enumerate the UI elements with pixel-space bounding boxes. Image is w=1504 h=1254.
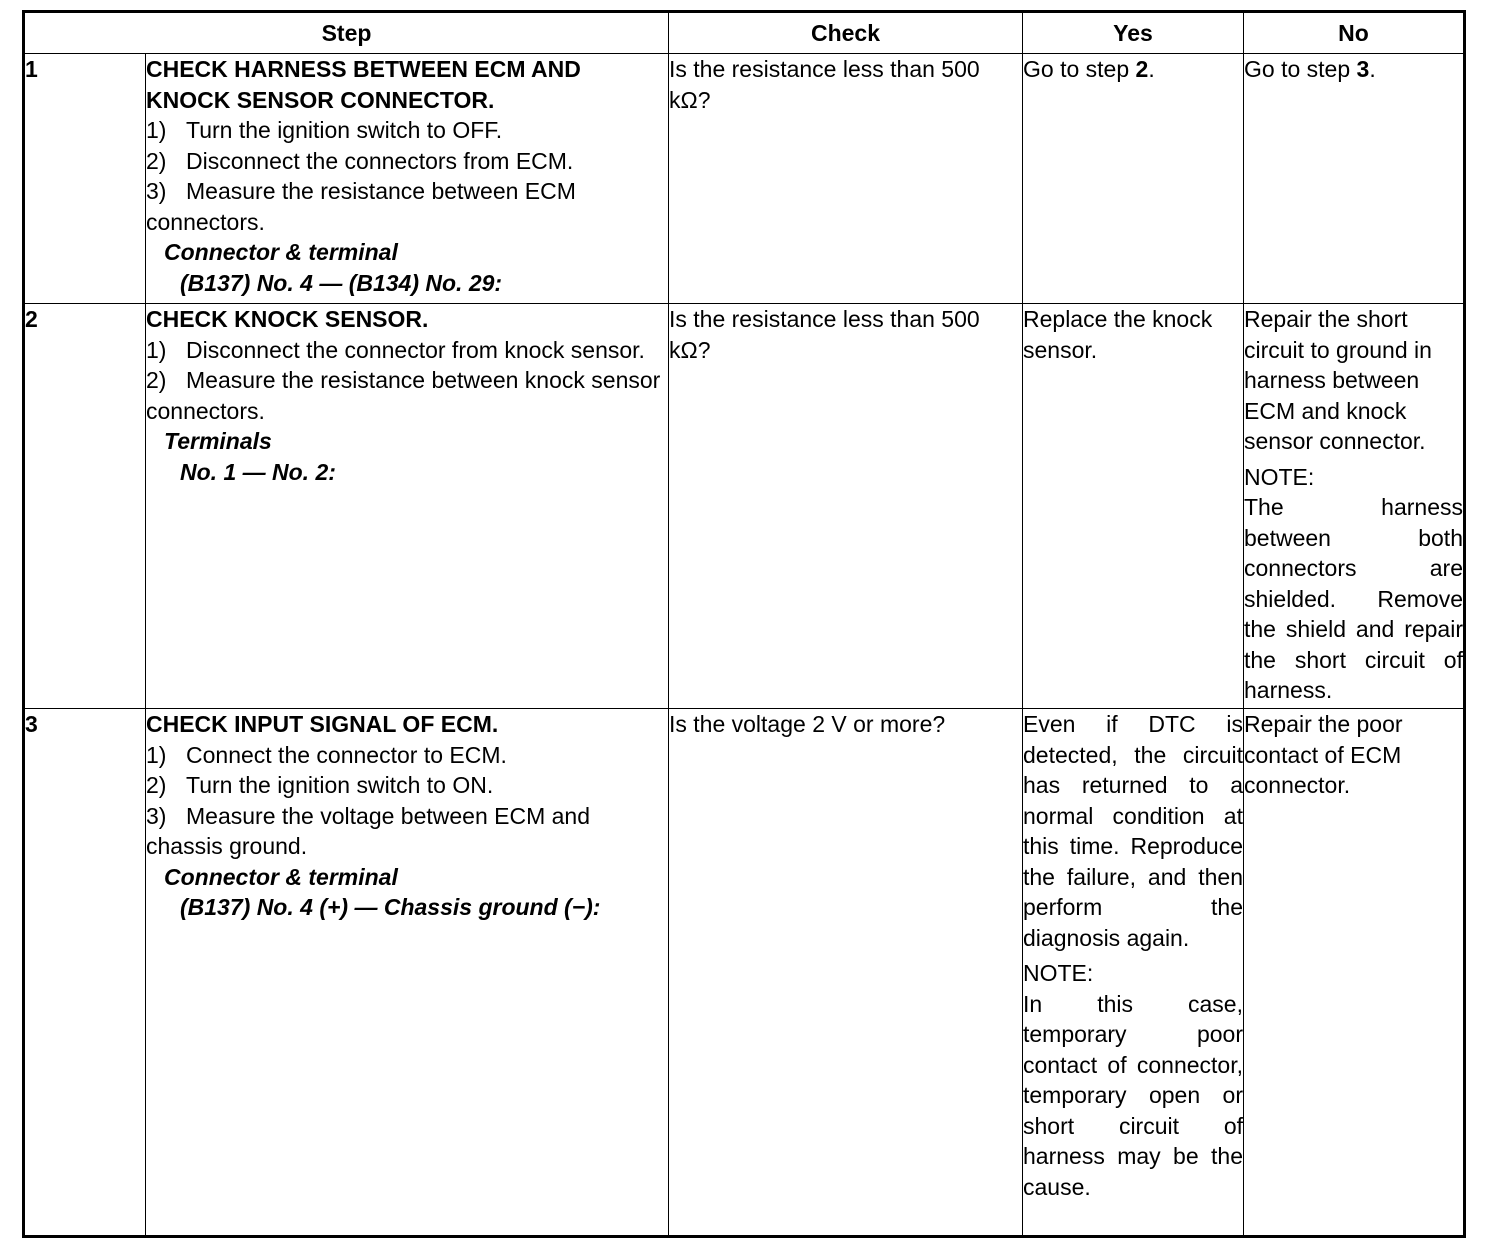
header-no: No <box>1244 12 1465 54</box>
diagnostic-table <box>22 10 1466 1238</box>
spec-label: Terminals <box>164 428 272 454</box>
step-title: CHECK KNOCK SENSOR. <box>146 306 429 332</box>
step-title: CHECK HARNESS BETWEEN ECM AND KNOCK SENSOR CONNECTOR. <box>146 56 581 113</box>
yes-text: Even if DTC is detected, the circuit has returned to a normal condition at this time. Reproduce the failure, and then perform the diagnosis again. <box>1023 711 1243 951</box>
step-ref: 2 <box>1135 56 1149 82</box>
substep: 2) Turn the ignition switch to ON. <box>146 772 494 798</box>
table-row <box>24 709 1465 1237</box>
step-number: 1 <box>24 54 146 304</box>
step-number: 2 <box>24 304 146 709</box>
check-cell: Is the resistance less than 500 kΩ? <box>669 304 1023 709</box>
step-description <box>146 709 669 1237</box>
table-row <box>24 304 1465 709</box>
substep: 1) Connect the connector to ECM. <box>146 741 507 768</box>
yes-cell: Go to step 2. <box>1023 54 1244 304</box>
spec-value: No. 1 — No. 2: <box>180 458 336 485</box>
step-ref: 3 <box>1356 56 1370 82</box>
yes-cell <box>1023 709 1244 1237</box>
spec-value: (B137) No. 4 — (B134) No. 29: <box>180 269 503 296</box>
substep: 2) Measure the resistance between knock sensor connectors. <box>146 367 661 424</box>
no-cell <box>1244 304 1465 709</box>
yes-cell: Replace the knock sensor. <box>1023 304 1244 709</box>
substep: 1) Disconnect the connector from knock sensor. <box>146 336 645 363</box>
note-label: NOTE: <box>1023 960 1094 986</box>
substep: 3) Measure the resistance between ECM connectors. <box>146 178 576 235</box>
no-cell: Go to step 3. <box>1244 54 1465 304</box>
check-cell: Is the resistance less than 500 kΩ? <box>669 54 1023 304</box>
note-label: NOTE: <box>1244 463 1315 490</box>
table-row <box>24 54 1465 304</box>
header-step: Step <box>24 12 669 54</box>
header-row <box>24 12 1465 54</box>
step-title: CHECK INPUT SIGNAL OF ECM. <box>146 711 499 737</box>
spec-label: Connector & terminal <box>164 239 398 265</box>
header-yes: Yes <box>1023 12 1244 54</box>
step-description <box>146 304 669 709</box>
header-check: Check <box>669 12 1023 54</box>
note-text: The harness between both connectors are shielded. Remove the shield and repair the short circuit of harness. <box>1244 494 1463 703</box>
note-text: In this case, temporary poor contact of connector, temporary open or short circuit of harness may be the cause. <box>1023 990 1243 1200</box>
check-cell: Is the voltage 2 V or more? <box>669 709 1023 1237</box>
substep: 3) Measure the voltage between ECM and chassis ground. <box>146 802 591 859</box>
no-text: Repair the short circuit to ground in harness between ECM and knock sensor connector. <box>1244 306 1432 454</box>
spec-label: Connector & terminal <box>164 863 398 890</box>
step-number: 3 <box>24 709 146 1237</box>
substep: 2) Disconnect the connectors from ECM. <box>146 147 574 174</box>
spec-value: (B137) No. 4 (+) — Chassis ground (−): <box>180 894 601 920</box>
step-description <box>146 54 669 304</box>
no-cell: Repair the poor contact of ECM connector. <box>1244 709 1465 1237</box>
substep: 1) Turn the ignition switch to OFF. <box>146 117 503 143</box>
